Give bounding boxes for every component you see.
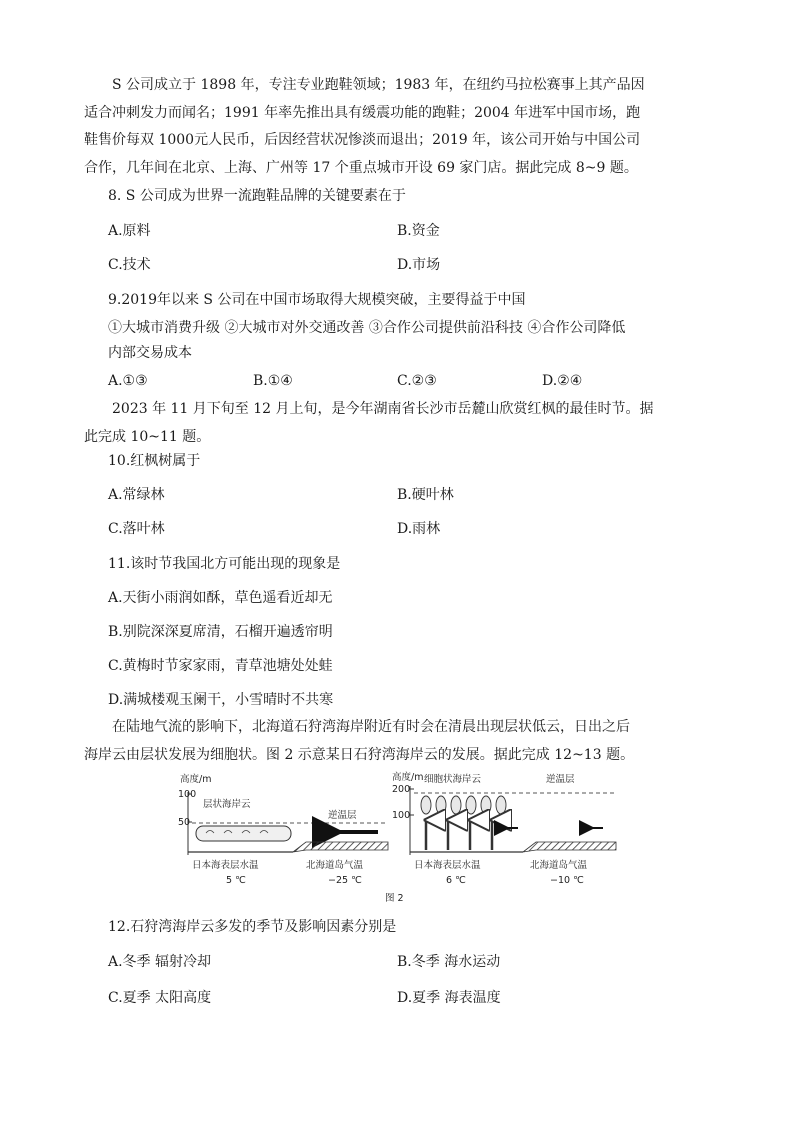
passage-line: 海岸云由层状发展为细胞状。图 2 示意某日石狩湾海岸云的发展。据此完成 12~13 题。 bbox=[84, 746, 635, 763]
question-9-option-b[interactable]: B.①④ bbox=[253, 373, 293, 389]
question-9-option-d[interactable]: D.②④ bbox=[542, 373, 583, 389]
question-9-items-line1: ①大城市消费升级 ②大城市对外交通改善 ③合作公司提供前沿科技 ④合作公司降低 bbox=[108, 320, 626, 336]
question-10-option-b[interactable]: B.硬叶林 bbox=[397, 487, 454, 503]
left-tick-100: 100 bbox=[178, 789, 197, 800]
passage-line: S 公司成立于 1898 年，专注专业跑鞋领域；1983 年，在纽约马拉松赛事上其产品因 bbox=[112, 77, 645, 93]
right-updraft-arrows bbox=[426, 820, 492, 850]
question-12-stem: 12.石狩湾海岸云多发的季节及影响因素分别是 bbox=[108, 919, 397, 935]
left-sea-temp: 5 ℃ bbox=[226, 875, 246, 886]
question-12-option-b[interactable]: B.冬季 海水运动 bbox=[397, 954, 501, 970]
question-9-option-a[interactable]: A.①③ bbox=[108, 373, 148, 389]
right-tick-200: 200 bbox=[392, 784, 411, 795]
question-11-stem: 11.该时节我国北方可能出现的现象是 bbox=[108, 556, 341, 572]
figure-2-caption: 图 2 bbox=[385, 893, 404, 904]
passage-line: 适合冲刺发力而闻名；1991 年率先推出具有缓震功能的跑鞋；2004 年进军中国市场，跑 bbox=[84, 104, 641, 121]
question-8-option-a[interactable]: A.原料 bbox=[108, 223, 151, 239]
left-land-temp: −25 ℃ bbox=[328, 875, 362, 886]
left-tick-50: 50 bbox=[178, 817, 191, 828]
question-10-stem: 10.红枫树属于 bbox=[108, 453, 201, 469]
passage-line: 此完成 10~11 题。 bbox=[84, 428, 211, 445]
question-11-option-a[interactable]: A.天街小雨润如酥，草色遥看近却无 bbox=[108, 590, 333, 606]
question-10-option-a[interactable]: A.常绿林 bbox=[108, 487, 165, 503]
passage-line: 合作，几年间在北京、上海、广州等 17 个重点城市开设 69 家门店。据此完成 8~9 题。 bbox=[84, 159, 638, 176]
question-12-option-c[interactable]: C.夏季 太阳高度 bbox=[108, 990, 212, 1006]
passage-line: 在陆地气流的影响下，北海道石狩湾海岸附近有时会在清晨出现层状低云，日出之后 bbox=[112, 719, 630, 735]
question-9-option-c[interactable]: C.②③ bbox=[397, 373, 437, 389]
figure-2-right-panel bbox=[392, 771, 616, 886]
question-8-option-b[interactable]: B.资金 bbox=[397, 223, 440, 239]
figure-2-left-panel bbox=[178, 773, 388, 886]
right-cellular-clouds bbox=[421, 796, 506, 814]
question-11-option-d[interactable]: D.满城楼观玉阑干，小雪晴时不共寒 bbox=[108, 692, 334, 708]
question-12-option-a[interactable]: A.冬季 辐射冷却 bbox=[108, 954, 212, 970]
question-8-option-c[interactable]: C.技术 bbox=[108, 257, 151, 273]
passage-red-maple bbox=[84, 396, 714, 451]
question-12-option-d[interactable]: D.夏季 海表温度 bbox=[397, 990, 501, 1006]
passage-s-company bbox=[84, 72, 714, 182]
right-land-temp: −10 ℃ bbox=[550, 875, 584, 886]
right-ylabel: 高度/m bbox=[392, 772, 424, 783]
passage-line: 2023 年 11 月下旬至 12 月上旬，是今年湖南省长沙市岳麓山欣赏红枫的最佳时节。据 bbox=[112, 401, 654, 417]
question-9-items-line2: 内部交易成本 bbox=[108, 345, 192, 361]
figure-2-diagram bbox=[178, 770, 618, 905]
left-ylabel: 高度/m bbox=[180, 774, 212, 785]
right-sea-label: 日本海表层水温 bbox=[414, 860, 481, 871]
passage-coastal-cloud bbox=[84, 714, 714, 769]
question-11-option-c[interactable]: C.黄梅时节家家雨，青草池塘处处蛙 bbox=[108, 658, 333, 674]
right-inversion-label: 逆温层 bbox=[546, 774, 575, 785]
left-sea-label: 日本海表层水温 bbox=[192, 860, 259, 871]
question-10-option-d[interactable]: D.雨林 bbox=[397, 521, 441, 537]
right-sea-temp: 6 ℃ bbox=[446, 875, 466, 886]
left-land bbox=[293, 842, 388, 852]
left-cloud-label: 层状海岸云 bbox=[203, 799, 251, 810]
question-10-option-c[interactable]: C.落叶林 bbox=[108, 521, 165, 537]
left-land-label: 北海道岛气温 bbox=[306, 860, 364, 871]
right-cloud-label: 细胞状海岸云 bbox=[424, 774, 482, 785]
left-inversion-label: 逆温层 bbox=[328, 810, 357, 821]
question-8-option-d[interactable]: D.市场 bbox=[397, 257, 441, 273]
right-tick-100: 100 bbox=[392, 810, 411, 821]
right-land bbox=[523, 842, 616, 852]
figure-2 bbox=[178, 770, 618, 905]
question-8-stem: 8. S 公司成为世界一流跑鞋品牌的关键要素在于 bbox=[108, 188, 406, 204]
question-11-option-b[interactable]: B.别院深深夏席清，石榴开遍透帘明 bbox=[108, 624, 333, 640]
right-land-label: 北海道岛气温 bbox=[530, 860, 588, 871]
passage-line: 鞋售价每双 1000元人民币，后因经营状况惨淡而退出；2019 年，该公司开始与中国公司 bbox=[84, 132, 641, 148]
left-stratus-cloud bbox=[196, 826, 291, 841]
question-9-stem: 9.2019年以来 S 公司在中国市场取得大规模突破，主要得益于中国 bbox=[108, 292, 526, 308]
